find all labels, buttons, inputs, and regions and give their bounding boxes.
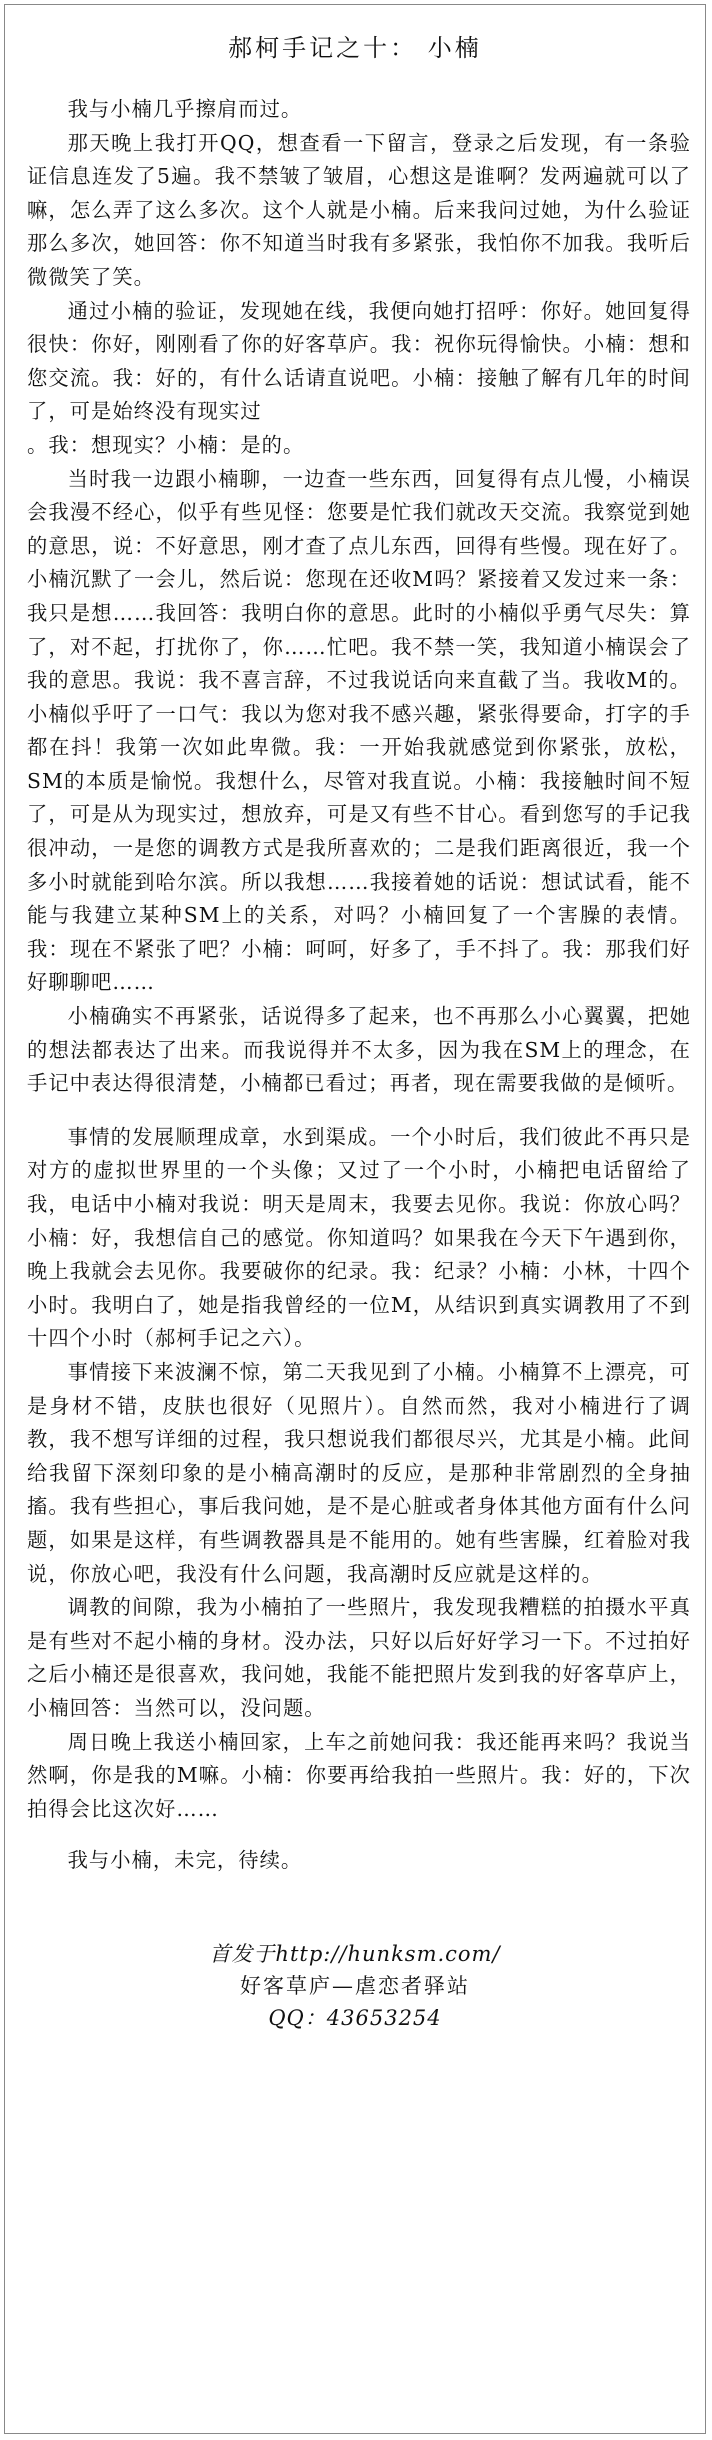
paragraph: 我与小楠几乎擦肩而过。	[67, 97, 303, 121]
paragraph: 事情接下来波澜不惊，第二天我见到了小楠。小楠算不上漂亮，可是身材不错，皮肤也很好（见照片）。自然而然，我对小楠进行了调教，我不想写详细的过程，我只想说我们都很尽兴，尤其是小楠。此间给我留下深刻印象的是小楠高潮时的反应，是那种非常剧烈的全身抽搐。我有些担心，事后我问她，是不是心脏或者身体其他方面有什么问题，如果是这样，有些调教器具是不能用的。她有些害臊，红着脸对我说，你放心吧，我没有什么问题，我高潮时反应就是这样的。	[27, 1359, 691, 1586]
footer-qq-number: QQ：43653254	[268, 2005, 442, 2030]
paragraph: 。我：想现实？小楠：是的。	[27, 432, 305, 457]
document-body	[5, 93, 705, 1878]
paragraph: 那天晚上我打开QQ，想查看一下留言，登录之后发现，有一条验证信息连发了5遍。我不禁皱了皱眉，心想这是谁啊？发两遍就可以了嘛，怎么弄了这么多次。这个人就是小楠。后来我问过她，为什么验证那么多次，她回答：你不知道当时我有多紧张，我怕你不加我。我听后微微笑了笑。	[27, 130, 691, 289]
document-footer	[5, 1938, 705, 2034]
paragraph: 通过小楠的验证，发现她在线，我便向她打招呼：你好。她回复得很快：你好，刚刚看了你的好客草庐。我：祝你玩得愉快。小楠：想和您交流。我：好的，有什么话请直说吧。小楠：接触了解有几年的时间了，可是始终没有现实过	[27, 298, 691, 424]
document-title: 郝柯手记之十： 小楠	[228, 34, 482, 62]
paragraph: 周日晚上我送小楠回家，上车之前她问我：我还能再来吗？我说当然啊，你是我的M嘛。小楠：你要再给我拍一些照片。我：好的，下次拍得会比这次好……	[27, 1729, 691, 1821]
footer-site-name: 好客草庐—虐恋者驿站	[240, 1973, 470, 1998]
document-page	[4, 4, 706, 2434]
paragraph: 事情的发展顺理成章，水到渠成。一个小时后，我们彼此不再只是对方的虚拟世界里的一个头像；又过了一个小时，小楠把电话留给了我，电话中小楠对我说：明天是周末，我要去见你。我说：你放心吗？小楠：好，我想信自己的感觉。你知道吗？如果我在今天下午遇到你，晚上我就会去见你。我要破你的纪录。我：纪录？小楠：小林，十四个小时。我明白了，她是指我曾经的一位M，从结识到真实调教用了不到十四个小时（郝柯手记之六）。	[27, 1124, 691, 1351]
paragraph: 小楠确实不再紧张，话说得多了起来，也不再那么小心翼翼，把她的想法都表达了出来。而我说得并不太多，因为我在SM上的理念，在手记中表达得很清楚，小楠都已看过；再者，现在需要我做的是倾听。	[27, 1004, 691, 1096]
paragraph: 调教的间隙，我为小楠拍了一些照片，我发现我糟糕的拍摄水平真是有些对不起小楠的身材。没办法，只好以后好好学习一下。不过拍好之后小楠还是很喜欢，我问她，我能不能把照片发到我的好客草庐上，小楠回答：当然可以，没问题。	[27, 1595, 691, 1720]
paragraph: 我与小楠，未完，待续。	[67, 1848, 303, 1873]
paragraph: 当时我一边跟小楠聊，一边查一些东西，回复得有点儿慢，小楠误会我漫不经心，似乎有些见怪：您要是忙我们就改天交流。我察觉到她的意思，说：不好意思，刚才查了点儿东西，回得有些慢。现在好了。小楠沉默了一会儿，然后说：您现在还收M吗？紧接着又发过来一条：我只是想……我回答：我明白你的意思。此时的小楠似乎勇气尽失：算了，对不起，打扰你了，你……忙吧。我不禁一笑，我知道小楠误会了我的意思。我说：我不喜言辞，不过我说话向来直截了当。我收M的。小楠似乎吁了一口气：我以为您对我不感兴趣，紧张得要命，打字的手都在抖！我第一次如此卑微。我：一开始我就感觉到你紧张，放松，SM的本质是愉悦。我想什么，尽管对我直说。小楠：我接触时间不短了，可是从为现实过，想放弃，可是又有些不甘心。看到您写的手记我很冲动，一是您的调教方式是我所喜欢的；二是我们距离很近，我一个多小时就能到哈尔滨。所以我想……我接着她的话说：想试试看，能不能与我建立某种SM上的关系，对吗？小楠回复了一个害臊的表情。我：现在不紧张了吧？小楠：呵呵，好多了，手不抖了。我：那我们好好聊聊吧……	[27, 466, 691, 995]
footer-source-link[interactable]: 首发于http://hunksm.com/	[209, 1941, 501, 1966]
